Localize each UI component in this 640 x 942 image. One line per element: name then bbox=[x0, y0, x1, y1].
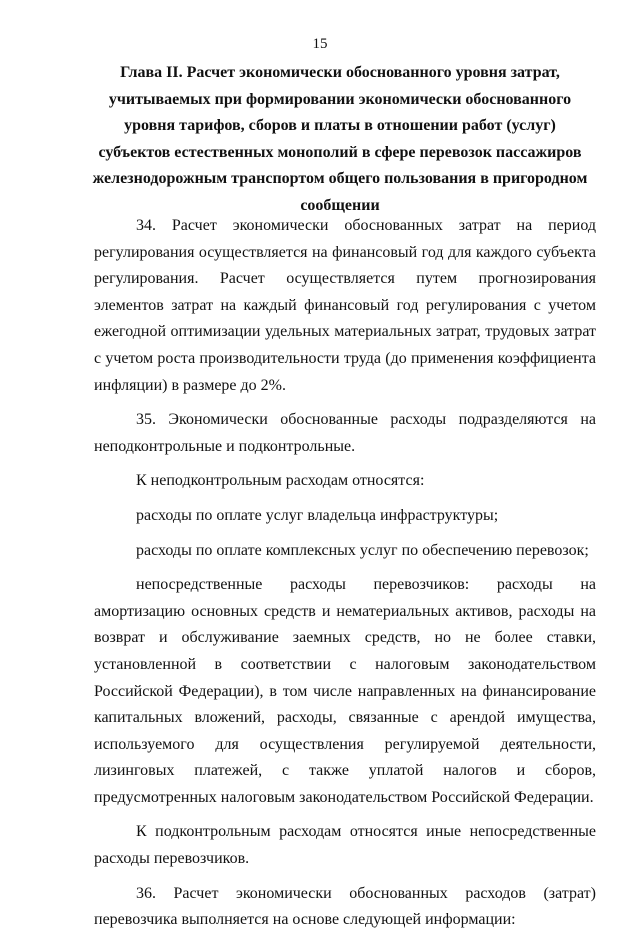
body-text bbox=[94, 213, 596, 942]
paragraph-34: 34. Расчет экономически обоснованных затрат на период регулирования осуществляется на финансовый год для каждого субъекта регулирования. Расчет осуществляется путем прогнозирования элементов затрат на каждый финансовый год регулирования с учетом ежегодной оптимизации удельных материальных затрат, трудовых затрат с учетом роста производительности труда (до применения коэффициента инфляции) в размере до 2%. bbox=[94, 217, 596, 394]
paragraph-direct-costs: непосредственные расходы перевозчиков: расходы на амортизацию основных средств и нематериальных активов, расходы на возврат и обслуживание заемных средств, но не более ставки, установленной в соответствии с налоговым законодательством Российской Федерации), в том числе направленных на финансирование капитальных вложений, расходы, связанные с арендой имущества, используемого для осуществления регулируемой деятельности, лизинговых платежей, с также уплатой налогов и сборов, предусмотренных налоговым законодательством Российской Федерации. bbox=[94, 576, 596, 806]
page-number: 15 bbox=[312, 36, 328, 52]
paragraph-complex-services-costs: расходы по оплате комплексных услуг по обеспечению перевозок; bbox=[136, 541, 589, 559]
paragraph-36: 36. Расчет экономически обоснованных расходов (затрат) перевозчика выполняется на основе следующей информации: bbox=[94, 884, 596, 929]
paragraph-infrastructure-costs: расходы по оплате услуг владельца инфраструктуры; bbox=[136, 506, 499, 524]
chapter-title: Глава II. Расчет экономически обоснованного уровня затрат, учитываемых при формировании экономически обоснованного уровня тарифов, сборов и платы в отношении работ (услуг) субъектов естественных монополий в сфере перевозок пассажиров железнодорожным транспортом общего пользования в пригородном сообщении bbox=[92, 64, 588, 214]
paragraph-controlled-costs: К подконтрольным расходам относятся иные непосредственные расходы перевозчиков. bbox=[94, 823, 596, 868]
paragraph-35: 35. Экономически обоснованные расходы подразделяются на неподконтрольные и подконтрольные. bbox=[94, 411, 596, 455]
paragraph-uncontrolled-intro: К неподконтрольным расходам относятся: bbox=[136, 472, 425, 490]
